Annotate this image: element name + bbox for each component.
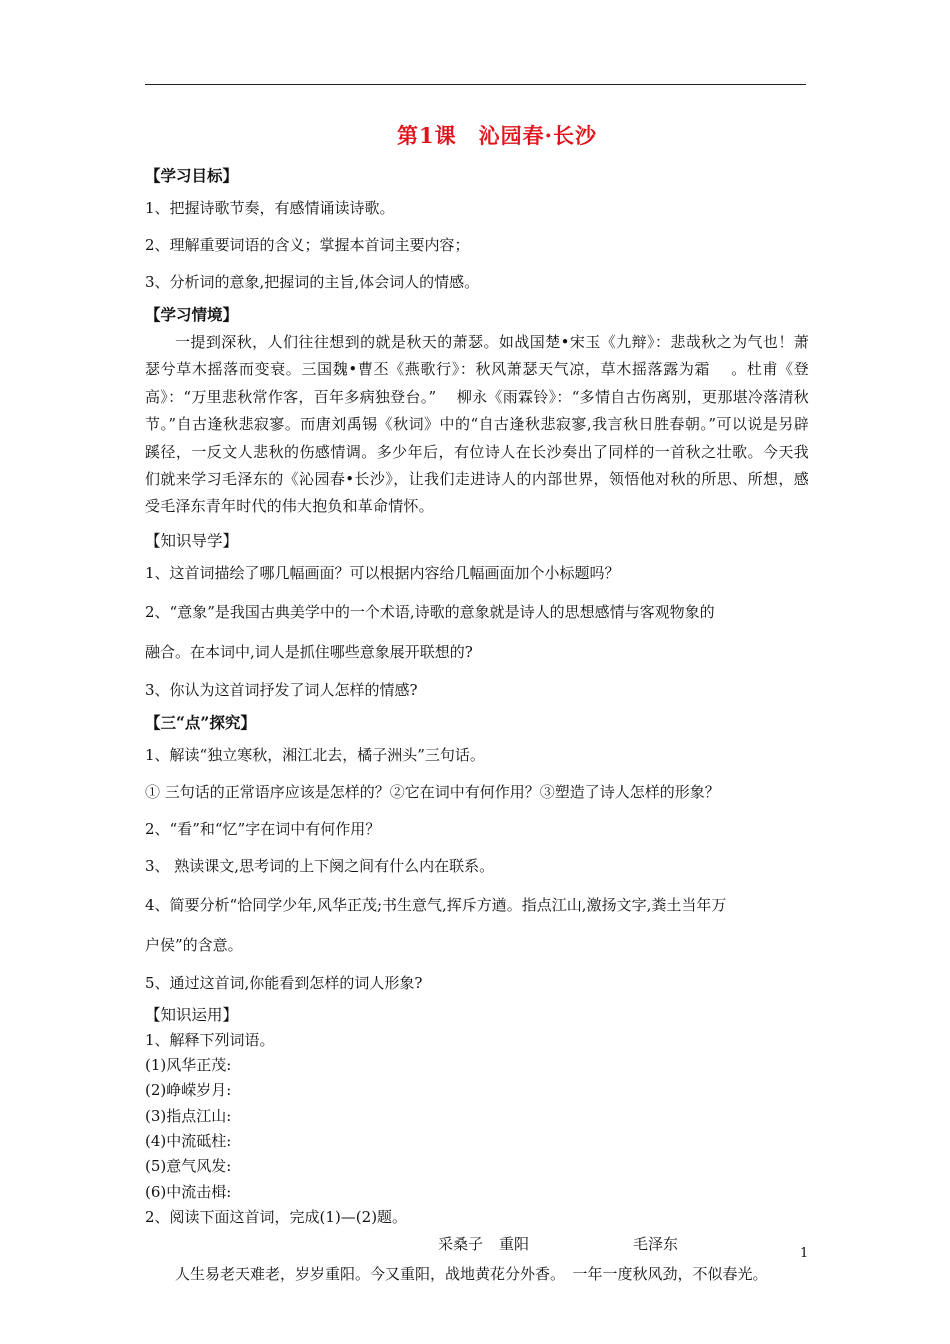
apply-question: 2、阅读下面这首词，完成(1)—(2)题。 [145,1207,408,1226]
poem-header [145,1230,809,1258]
explore-item: 2、“看”和“忆”字在词中有何作用？ [145,819,381,838]
section-heading-apply: 【知识运用】 [145,1005,239,1024]
explore-item: 4、简要分析“恰同学少年,风华正茂;书生意气,挥斥方遒。指点江山,激扬文字,粪土当年万 [145,895,727,914]
section-heading-goals: 【学习目标】 [145,166,239,185]
guide-item: 1、这首词描绘了哪几幅画面？可以根据内容给几幅画面加个小标题吗？ [145,563,620,582]
term-item: (6)中流击楫: [145,1182,232,1201]
explore-item: 3、 熟读课文,思考词的上下阕之间有什么内在联系。 [145,856,495,875]
term-item: (1)风华正茂: [145,1056,232,1075]
page-title [145,120,809,150]
poem-subtitle: 重阳 [499,1235,530,1254]
term-item: (4)中流砥柱: [145,1132,232,1151]
goal-item: 3、分析词的意象,把握词的主旨,体会词人的情感。 [145,273,480,291]
explore-item: ① 三句话的正常语序应该是怎样的？②它在词中有何作用？③塑造了诗人怎样的形象？ [145,782,720,801]
document-body [145,120,809,1290]
explore-item: 1、解读“独立寒秋，湘江北去，橘子洲头”三句话。 [145,745,485,764]
guide-item: 2、“意象”是我国古典美学中的一个术语,诗歌的意象就是诗人的思想感情与客观物象的 [145,602,715,621]
apply-question: 1、解释下列词语。 [145,1030,275,1049]
term-item: (5)意气风发: [145,1157,232,1176]
explore-item: 5、通过这首词,你能看到怎样的词人形象? [145,973,423,992]
poem-tune: 采桑子 [438,1235,484,1254]
lesson-name: 沁园春·长沙 [478,123,597,148]
section-heading-guide: 【知识导学】 [145,531,239,550]
goal-item: 2、理解重要词语的含义；掌握本首词主要内容； [145,236,470,254]
term-item: (3)指点江山: [145,1106,232,1125]
header-rule [145,84,806,85]
page-number: 1 [800,1246,809,1261]
guide-item: 融合。在本词中,词人是抓住哪些意象展开联想的? [145,642,473,661]
explore-item: 户侯”的含意。 [145,935,243,954]
term-item: (2)峥嵘岁月: [145,1081,232,1100]
poem-author: 毛泽东 [633,1235,679,1254]
goal-item: 1、把握诗歌节奏，有感情诵读诗歌。 [145,199,395,217]
section-heading-situation: 【学习情境】 [145,305,239,324]
poem-line: 人生易老天难老，岁岁重阳。今又重阳，战地黄花分外香。 一年一度秋风劲，不似春光。 [175,1265,768,1284]
guide-item: 3、你认为这首词抒发了词人怎样的情感? [145,680,418,699]
situation-paragraph: 一提到深秋，人们往往想到的就是秋天的萧瑟。如战国楚•宋玉《九辩》：悲哉秋之为气也！萧瑟兮草木摇落而变衰。三国魏•曹丕《燕歌行》：秋风萧瑟天气凉，草木摇落露为霜 。杜甫《登高》：“万里悲秋常作客，百年多病独登台。” 柳永《雨霖铃》：“多情自古伤离别，更那堪冷落清秋节。”自古逢秋悲寂寥。而唐刘禹锡《秋词》中的“自古逢秋悲寂寥,我言秋日胜春朝。”可以说是另辟蹊径，一反文人悲秋的伤感情调。多少年后，有位诗人在长沙奏出了同样的一首秋之壮歌。今天我们就来学习毛泽东的《沁园春•长沙》，让我们走进诗人的内部世界，领悟他对秋的所思、所想，感受毛泽东青年时代的伟大抱负和革命情怀。 [145,333,809,516]
section-heading-explore: 【三“点”探究】 [145,712,256,732]
lesson-number: 第1课 [397,123,457,148]
